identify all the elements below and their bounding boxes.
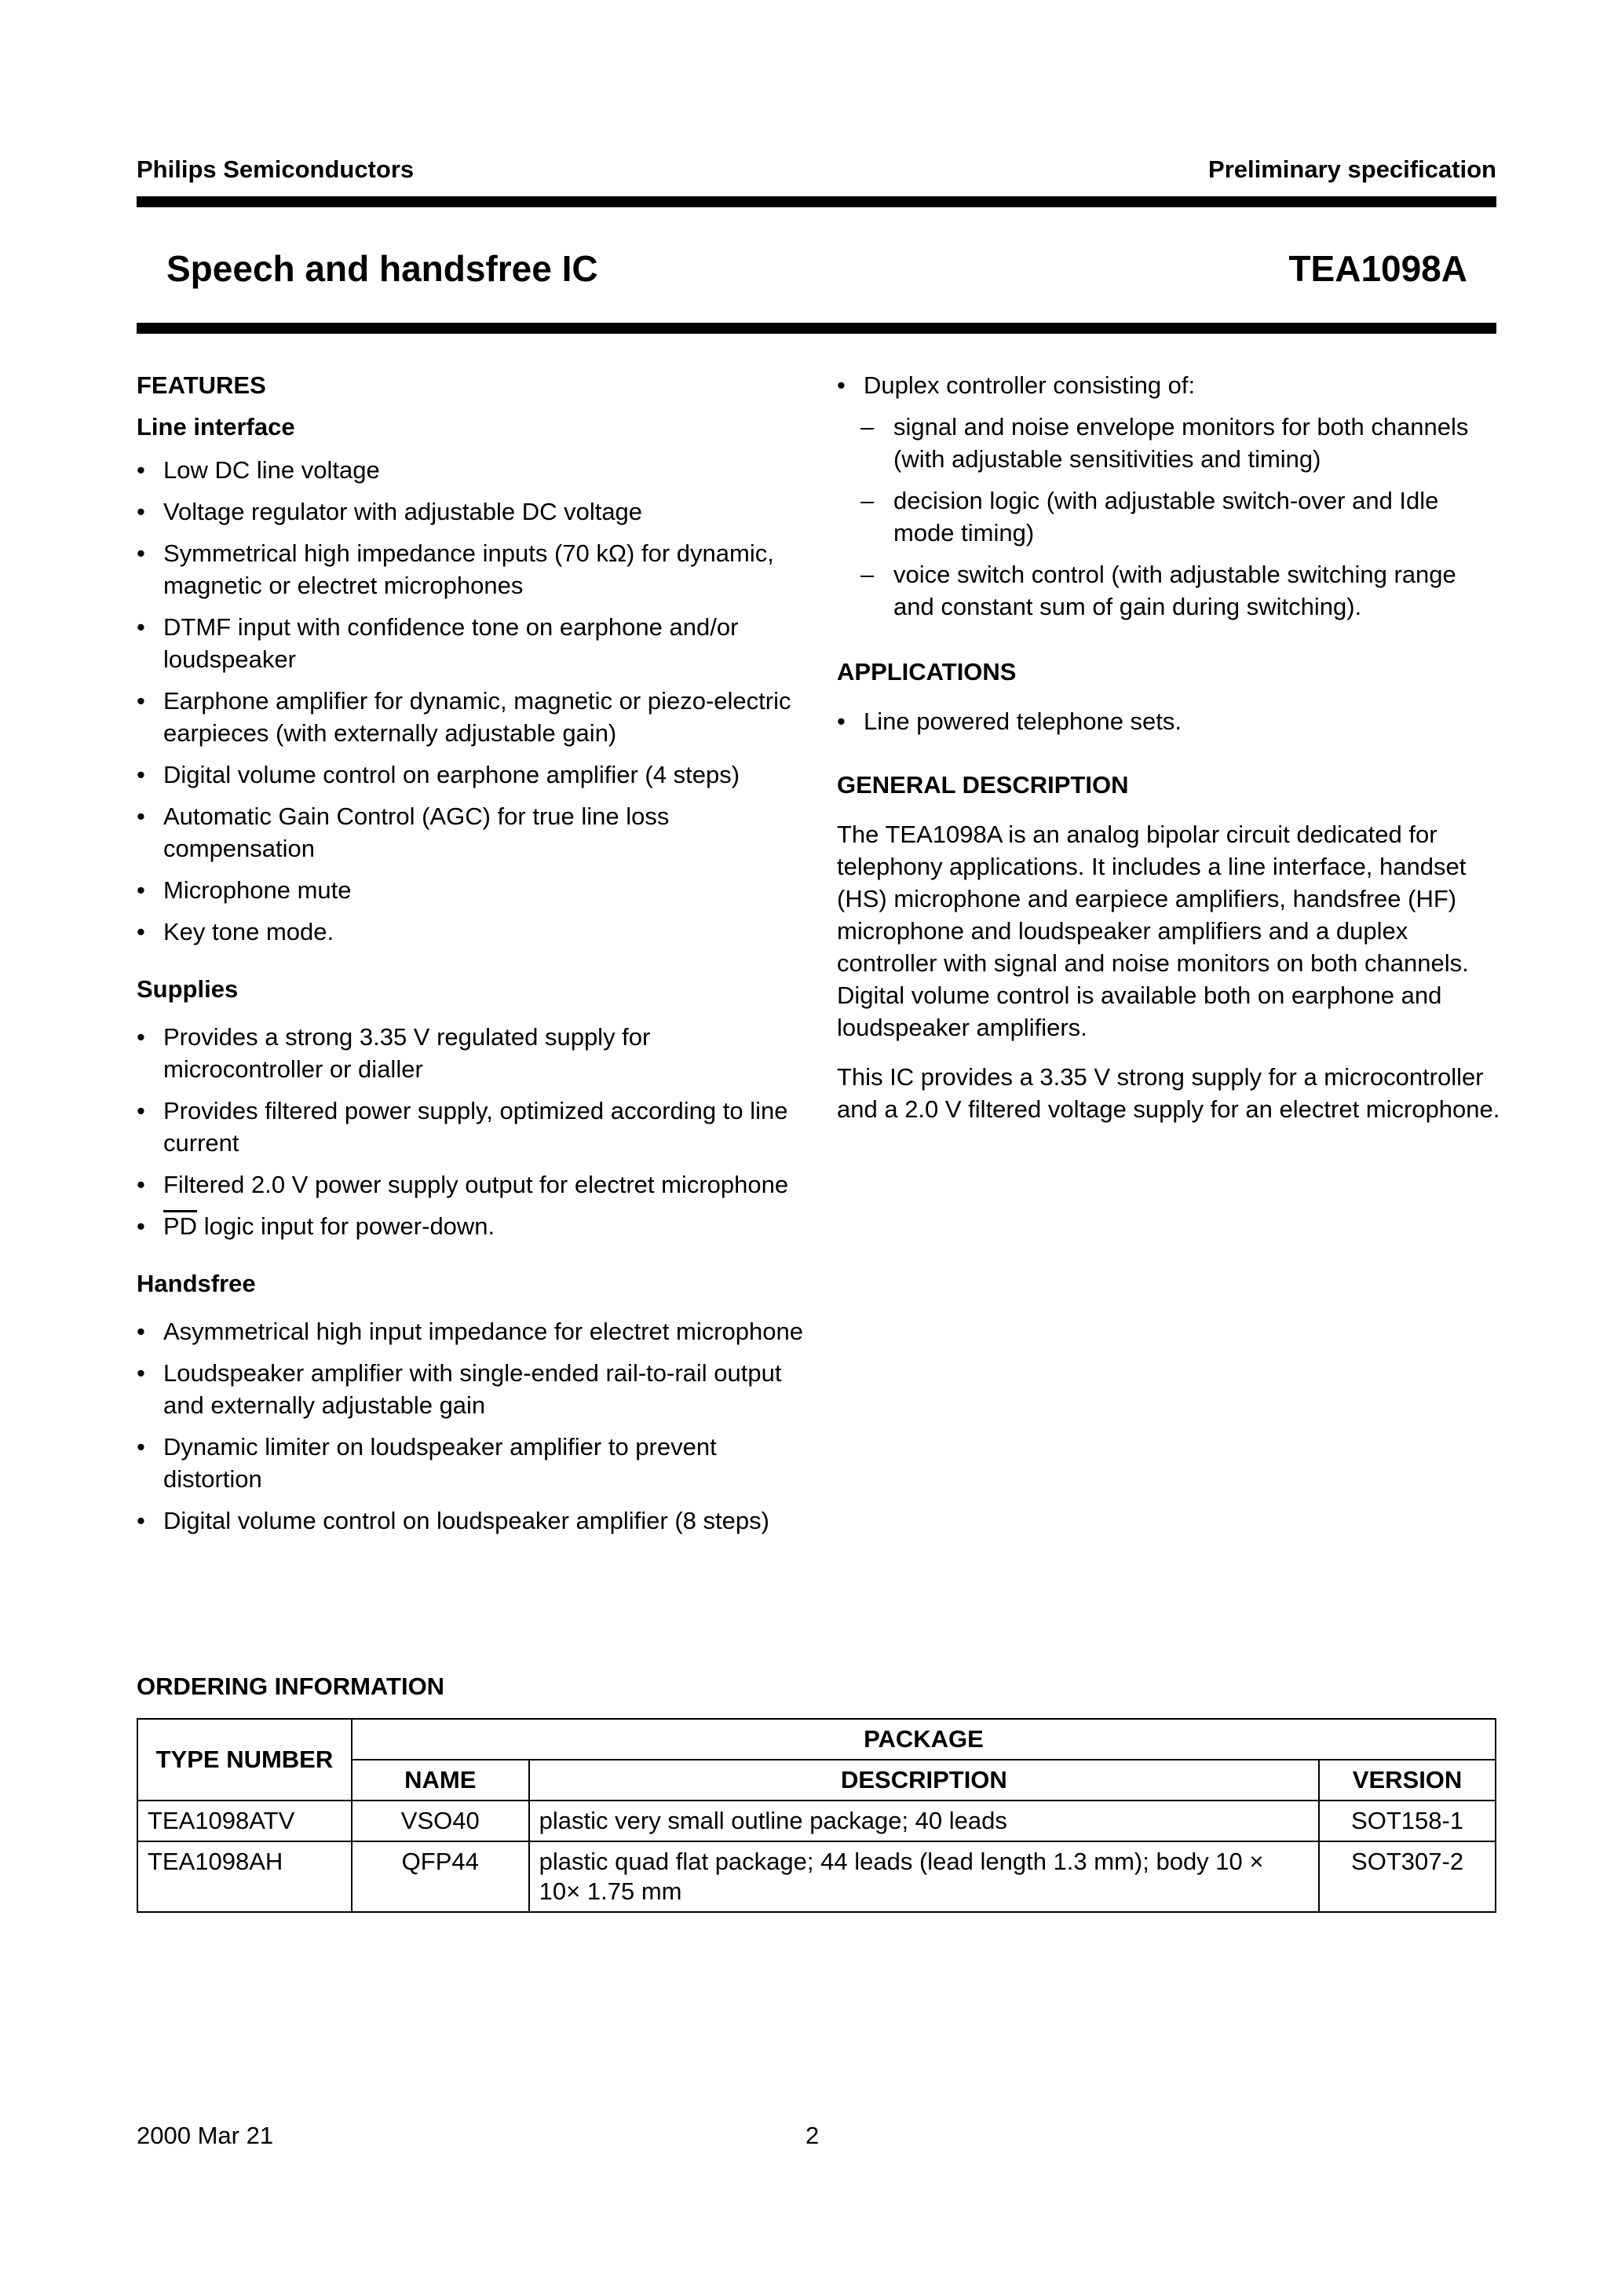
bullet-icon: •	[137, 1318, 145, 1345]
part-number: TEA1098A	[1288, 248, 1467, 289]
list-item: • Line powered telephone sets.	[837, 705, 1500, 737]
duplex-sublist	[837, 411, 1500, 623]
line-interface-heading: Line interface	[137, 413, 295, 441]
ordering-heading: ORDERING INFORMATION	[137, 1673, 445, 1700]
line-interface-list	[137, 454, 812, 948]
list-item: • Provides a strong 3.35 V regulated supply for microcontroller or dialler	[137, 1021, 812, 1085]
list-item: – decision logic (with adjustable switch-over and Idle mode timing)	[837, 484, 1500, 549]
left-column	[137, 369, 812, 1546]
list-item: • Earphone amplifier for dynamic, magnetic or piezo-electric earpieces (with externally adjustable gain)	[137, 685, 812, 749]
list-item: • Dynamic limiter on loudspeaker amplifier to prevent distortion	[137, 1431, 812, 1495]
dash-icon: –	[860, 413, 875, 441]
bullet-icon: •	[837, 371, 846, 399]
col-type-number: TYPE NUMBER	[137, 1719, 352, 1801]
list-item: • Loudspeaker amplifier with single-ended rail-to-rail output and externally adjustable gain	[137, 1357, 812, 1421]
general-description-heading: GENERAL DESCRIPTION	[837, 771, 1129, 799]
cell-type-number: TEA1098ATV	[137, 1801, 352, 1841]
bullet-icon: •	[137, 1433, 145, 1461]
header-rule	[137, 196, 1496, 207]
list-item: • Digital volume control on loudspeaker amplifier (8 steps)	[137, 1504, 812, 1537]
list-item: • Symmetrical high impedance inputs (70 kΩ) for dynamic, magnetic or electret microphones	[137, 537, 812, 601]
applications-heading: APPLICATIONS	[837, 658, 1017, 686]
duplex-list	[837, 369, 1500, 623]
list-item: • Voltage regulator with adjustable DC voltage	[137, 495, 812, 528]
header-company: Philips Semiconductors	[137, 155, 415, 183]
supplies-list	[137, 1021, 812, 1242]
bullet-icon: •	[137, 1359, 145, 1387]
bullet-icon: •	[137, 613, 145, 641]
handsfree-heading: Handsfree	[137, 1270, 256, 1297]
list-item: • Microphone mute	[137, 874, 812, 906]
cell-description: plastic quad flat package; 44 leads (lead length 1.3 mm); body 10 × 10× 1.75 mm	[529, 1841, 1319, 1912]
list-item: – signal and noise envelope monitors for both channels (with adjustable sensitivities and timing)	[837, 411, 1500, 475]
dash-icon: –	[860, 487, 875, 514]
cell-description: plastic very small outline package; 40 leads	[529, 1801, 1319, 1841]
cell-version: SOT158-1	[1319, 1801, 1496, 1841]
col-package: PACKAGE	[352, 1719, 1496, 1760]
ordering-table	[137, 1718, 1496, 1913]
list-item: • Asymmetrical high input impedance for electret microphone	[137, 1315, 812, 1347]
bullet-icon: •	[137, 918, 145, 945]
bullet-icon: •	[137, 539, 145, 567]
bullet-icon: •	[137, 498, 145, 525]
list-item: • Duplex controller consisting of: – signal and noise envelope monitors for both channels (with adjustable sensitivities and timing) – decision logic (with adjustable switch-over and Idle mode timing) – voice switch control (with adjustable switching range and constant sum of gain during switching).	[837, 369, 1500, 623]
col-description: DESCRIPTION	[529, 1760, 1319, 1801]
page-number: 2	[806, 2122, 820, 2149]
bullet-icon: •	[137, 1023, 145, 1051]
general-description-paragraph: The TEA1098A is an analog bipolar circuit dedicated for telephony applications. It includes a line interface, handset (HS) microphone and earpiece amplifiers, handsfree (HF) microphone and loudspeaker amplifiers and a duplex controller with signal and noise monitors on both channels. Digital volume control is available both on earphone and loudspeaker amplifiers.	[837, 821, 1469, 1041]
bullet-icon: •	[137, 456, 145, 484]
bullet-icon: •	[137, 687, 145, 715]
list-item: • Provides filtered power supply, optimized according to line current	[137, 1095, 812, 1159]
list-item: • Key tone mode.	[137, 916, 812, 948]
bullet-icon: •	[137, 803, 145, 830]
title-rule	[137, 323, 1496, 334]
header-doc-status: Preliminary specification	[1208, 155, 1496, 183]
list-item: • $\overline{PD}$ logic input for power-down.	[137, 1210, 812, 1242]
list-item: • Filtered 2.0 V power supply output for electret microphone	[137, 1168, 812, 1201]
table-row	[137, 1841, 1496, 1912]
right-column	[837, 369, 1500, 1143]
cell-name: VSO40	[352, 1801, 529, 1841]
pd-signal: $\overline{PD}$	[163, 1212, 198, 1240]
table-row	[137, 1801, 1496, 1841]
list-item: • Digital volume control on earphone amplifier (4 steps)	[137, 759, 812, 791]
general-description-paragraph: This IC provides a 3.35 V strong supply for a microcontroller and a 2.0 V filtered voltage supply for an electret microphone.	[837, 1063, 1500, 1123]
bullet-icon: •	[137, 761, 145, 788]
bullet-icon: •	[137, 1507, 145, 1534]
page-title: Speech and handsfree IC	[166, 248, 598, 289]
bullet-icon: •	[137, 1171, 145, 1198]
list-item: • Automatic Gain Control (AGC) for true line loss compensation	[137, 800, 812, 865]
applications-list	[837, 705, 1500, 737]
cell-version: SOT307-2	[1319, 1841, 1496, 1912]
list-item: – voice switch control (with adjustable switching range and constant sum of gain during switching).	[837, 558, 1500, 623]
handsfree-list	[137, 1315, 812, 1537]
features-heading: FEATURES	[137, 371, 266, 399]
dash-icon: –	[860, 561, 875, 588]
cell-name: QFP44	[352, 1841, 529, 1912]
col-version: VERSION	[1319, 1760, 1496, 1801]
bullet-icon: •	[137, 1097, 145, 1124]
list-item: • DTMF input with confidence tone on earphone and/or loudspeaker	[137, 611, 812, 675]
bullet-icon: •	[137, 876, 145, 904]
supplies-heading: Supplies	[137, 975, 239, 1003]
cell-type-number: TEA1098AH	[137, 1841, 352, 1912]
list-item: • Low DC line voltage	[137, 454, 812, 486]
footer-date: 2000 Mar 21	[137, 2122, 274, 2149]
bullet-icon: •	[137, 1212, 145, 1240]
bullet-icon: •	[837, 707, 846, 735]
col-name: NAME	[352, 1760, 529, 1801]
